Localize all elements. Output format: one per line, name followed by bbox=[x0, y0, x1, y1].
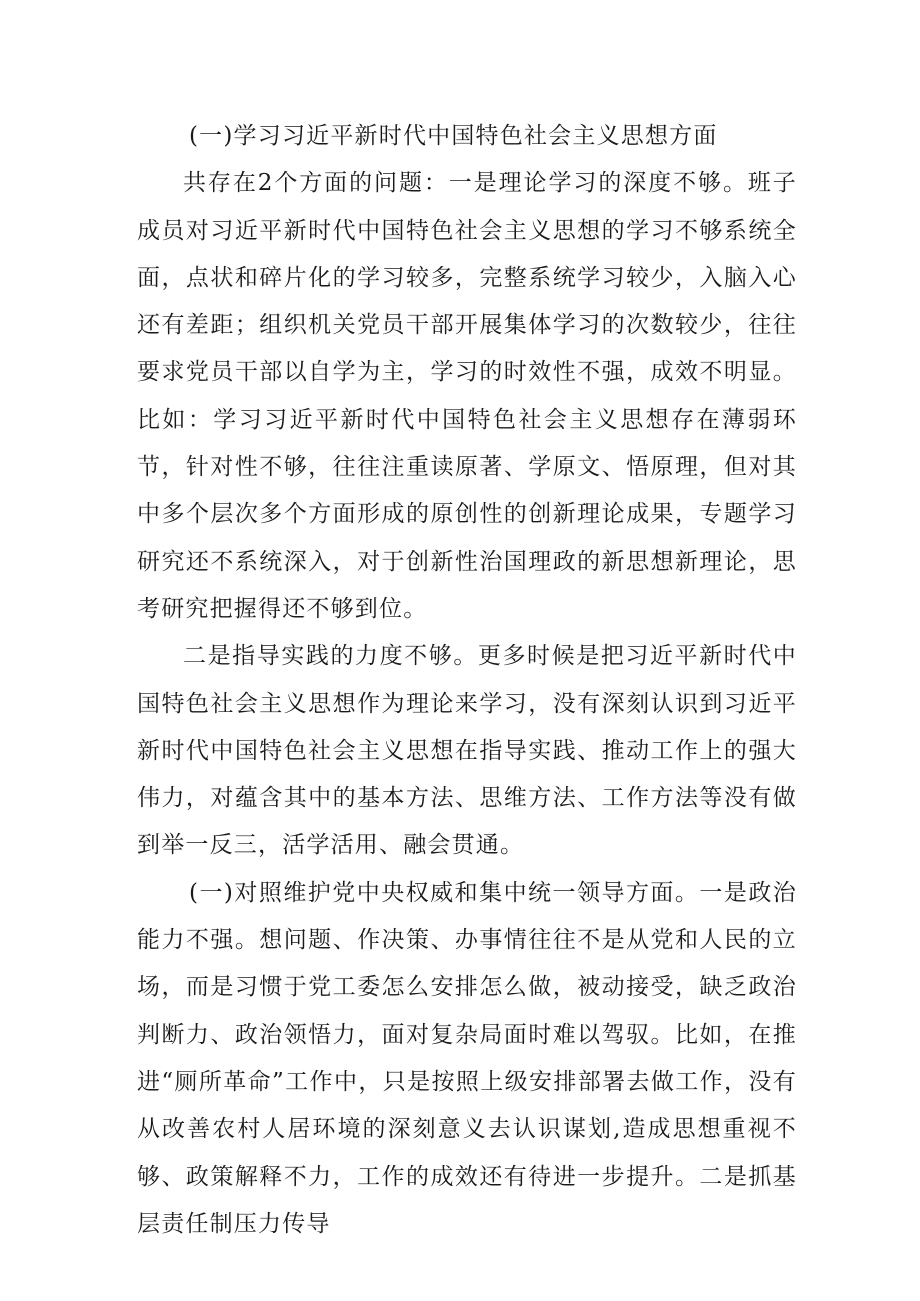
paragraph-practice-guidance: 二是指导实践的力度不够。更多时候是把习近平新时代中国特色社会主义思想作为理论来学习，没有深刻认识到习近平新时代中国特色社会主义思想在指导实践、推动工作上的强大伟力，对蕴含其中的基本方法、思维方法、工作方法等没有做到举一反三，活学活用、融会贯通。 bbox=[137, 643, 797, 859]
paragraph-central-authority: (一)对照维护党中央权威和集中统一领导方面。一是政治能力不强。想问题、作决策、办事情往往不是从党和人民的立场，而是习惯于党工委怎么安排怎么做，被动接受，缺乏政治判断力、政治领悟力，面对复杂局面时难以驾驭。比如，在推进“厕所革命”工作中，只是按照上级安排部署去做工作，没有从改善农村人居环境的深刻意义去认识谋划,造成思想重视不够、政策解释不力，工作的成效还有待进一步提升。二是抓基层责任制压力传导 bbox=[137, 879, 797, 1237]
paragraph-theory-study: 共存在2个方面的问题：一是理论学习的深度不够。班子成员对习近平新时代中国特色社会主义思想的学习不够系统全面，点状和碎片化的学习较多，完整系统学习较少，入脑入心还有差距；组织机关党员干部开展集体学习的次数较少，往往要求党员干部以自学为主，学习的时效性不强，成效不明显。比如：学习习近平新时代中国特色社会主义思想存在薄弱环节，针对性不够，往往注重读原著、学原文、悟原理，但对其中多个层次多个方面形成的原创性的创新理论成果，专题学习研究还不系统深入，对于创新性治国理政的新思想新理论，思考研究把握得还不够到位。 bbox=[137, 170, 797, 622]
document-body bbox=[137, 113, 797, 1248]
section-heading: (一)学习习近平新时代中国特色社会主义思想方面 bbox=[189, 123, 718, 149]
